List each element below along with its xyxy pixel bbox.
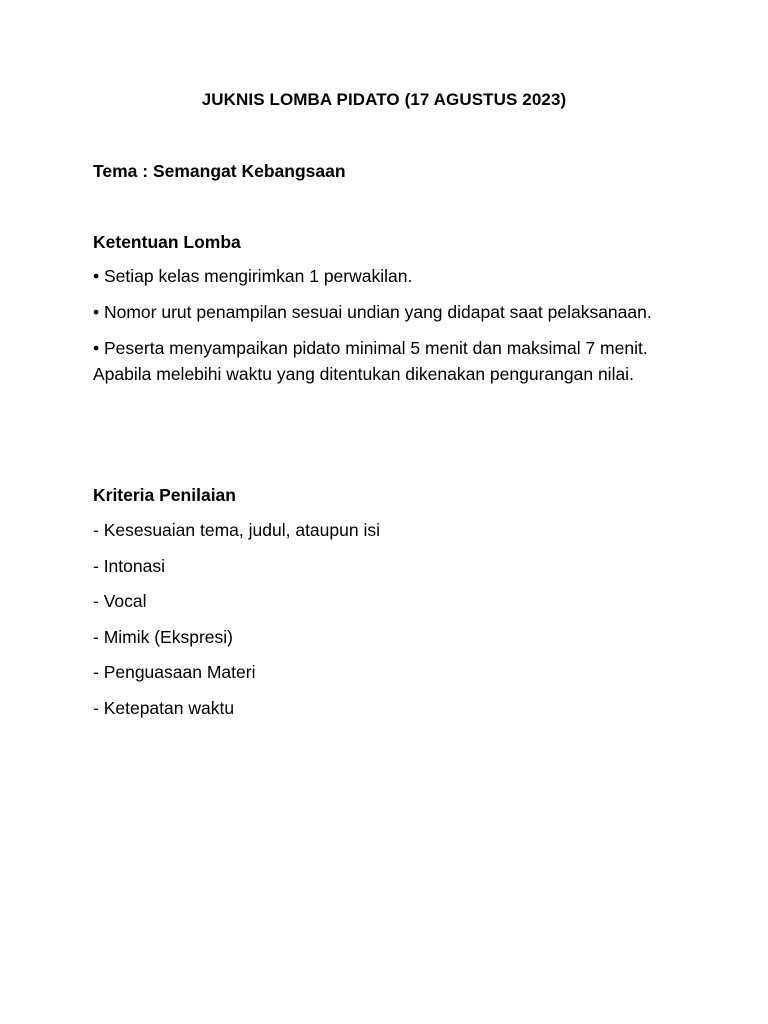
ketentuan-item: • Nomor urut penampilan sesuai undian yang didapat saat pelaksanaan. [93,302,652,322]
ketentuan-item: • Setiap kelas mengirimkan 1 perwakilan. [93,266,413,286]
ketentuan-list [93,263,673,397]
ketentuan-heading: Ketentuan Lomba [93,232,241,252]
document-title: JUKNIS LOMBA PIDATO (17 AGUSTUS 2023) [201,90,567,109]
kriteria-item: - Vocal [93,591,147,611]
ketentuan-item: • Peserta menyampaikan pidato minimal 5 menit dan maksimal 7 menit. Apabila melebihi waktu yang ditentukan dikenakan pengurangan nilai. [93,338,648,384]
kriteria-item: - Mimik (Ekspresi) [93,626,233,647]
kriteria-item: - Ketepatan waktu [93,697,235,718]
kriteria-list [93,517,673,730]
kriteria-item: - Kesesuaian tema, judul, ataupun isi [93,520,380,540]
kriteria-item: - Intonasi [93,555,165,576]
tema-line: Tema : Semangat Kebangsaan [93,161,346,181]
kriteria-item: - Penguasaan Materi [93,662,256,682]
kriteria-heading: Kriteria Penilaian [93,485,236,505]
